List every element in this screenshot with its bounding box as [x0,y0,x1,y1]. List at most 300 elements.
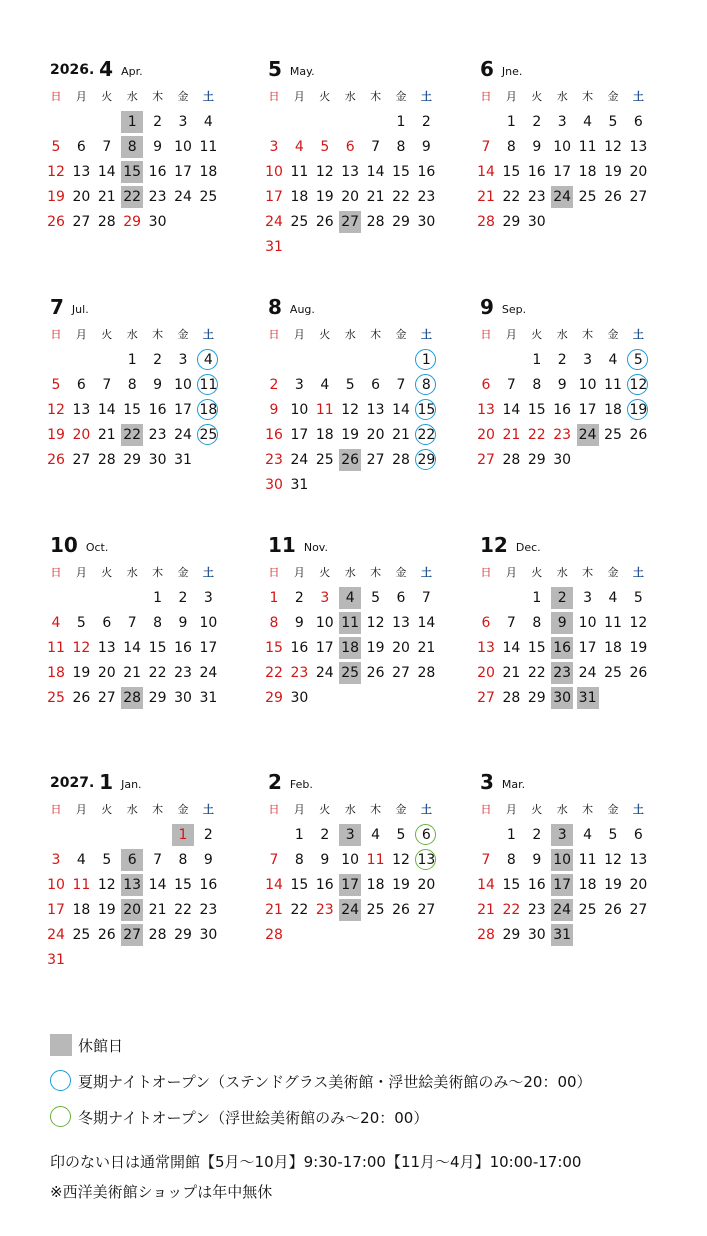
calendar-day: 10 [174,377,192,393]
calendar-day: 10 [550,850,574,870]
calendar-day: 17 [553,164,572,180]
calendar-day: 13 [629,139,648,155]
month-mar [477,770,680,990]
calendar-day: 7 [127,615,137,631]
month-title [480,57,522,81]
month-title [50,770,142,794]
calendar-day: 28 [392,452,410,468]
calendar-day: 27 [629,189,648,205]
calendar-day: 24 [174,189,192,205]
calendar-day: 20 [629,877,648,893]
calendar-day: 8 [414,375,438,395]
month-title [268,295,315,319]
weekday-header: 火 [531,566,543,579]
calendar-day: 30 [265,477,283,493]
year-label: 2026. [50,62,100,78]
calendar-day: 17 [265,189,283,205]
calendar-day: 21 [392,427,410,443]
calendar-day: 16 [550,638,574,658]
calendar-day: 8 [506,139,516,155]
month-apr [47,57,250,277]
calendar-day: 24 [199,665,218,681]
calendar-day: 28 [502,690,521,706]
weekday-header: 木 [582,566,594,579]
month-number: 2 [268,770,282,794]
calendar-day: 29 [148,690,167,706]
calendar-day: 2 [320,827,330,843]
calendar-day: 23 [174,665,192,681]
calendar-day: 25 [578,902,597,918]
calendar-day: 24 [265,214,283,230]
month-feb [265,770,468,990]
calendar-day: 24 [338,900,362,920]
calendar-day: 28 [97,452,116,468]
calendar-day: 23 [199,902,218,918]
calendar-day: 14 [97,402,116,418]
calendar-day: 15 [174,877,192,893]
calendar-day: 14 [148,877,167,893]
month-aug [265,295,468,515]
weekday-header: 月 [293,90,305,103]
calendar-day: 2 [421,114,431,130]
weekday-header: 日 [50,803,62,816]
weekday-header: 月 [75,328,87,341]
calendar-day: 14 [417,615,436,631]
calendar-day: 3 [320,590,330,606]
calendar-day: 17 [578,402,597,418]
blue-circle-icon [50,1070,71,1091]
calendar-day: 22 [502,189,521,205]
calendar-day: 20 [477,427,495,443]
calendar-day: 27 [417,902,436,918]
calendar-day: 30 [148,452,167,468]
year-label: 2027. [50,775,100,791]
calendar-day: 15 [527,402,546,418]
weekday-header: 火 [319,328,331,341]
weekday-header: 木 [152,328,164,341]
calendar-day: 1 [269,590,279,606]
calendar-day: 19 [626,400,650,420]
calendar-day: 12 [604,852,622,868]
month-number: 12 [480,533,508,557]
calendar-day: 12 [47,164,65,180]
calendar-day: 21 [97,189,116,205]
calendar-day: 29 [174,927,192,943]
calendar-day: 17 [47,902,65,918]
weekday-header: 木 [582,803,594,816]
calendar-day: 27 [72,452,91,468]
month-title [268,533,328,557]
calendar-day: 15 [502,877,521,893]
month-number: 8 [268,295,282,319]
calendar-day: 21 [97,427,116,443]
calendar-day: 29 [265,690,283,706]
calendar-day: 23 [553,427,572,443]
calendar-day: 26 [604,902,622,918]
calendar-day: 1 [414,350,438,370]
weekday-header: 木 [582,328,594,341]
month-english-name: May. [289,65,315,78]
calendar-day: 19 [341,427,360,443]
calendar-day: 19 [604,877,622,893]
calendar-day: 22 [392,189,410,205]
calendar-day: 27 [120,925,144,945]
calendar-day: 24 [290,452,309,468]
calendar-day: 5 [626,350,650,370]
legend-closed-label: 休館日 [78,1037,124,1055]
calendar-day: 25 [290,214,309,230]
calendar-day: 28 [148,927,167,943]
calendar-day: 5 [371,590,381,606]
weekday-header: 水 [126,566,138,579]
calendar-day: 24 [550,187,574,207]
calendar-day: 22 [502,902,521,918]
calendar-day: 11 [315,402,334,418]
calendar-day: 12 [315,164,334,180]
month-jul [47,295,250,515]
calendar-day: 19 [72,665,91,681]
calendar-day: 6 [396,590,406,606]
weekday-header: 火 [101,328,113,341]
weekday-header: 月 [75,90,87,103]
month-title [268,770,313,794]
calendar-day: 14 [366,164,385,180]
calendar-day: 30 [174,690,192,706]
calendar-day: 5 [320,139,330,155]
calendar-day: 4 [371,827,381,843]
calendar-day: 13 [477,640,495,656]
calendar-day: 11 [72,877,91,893]
weekday-header: 水 [344,328,356,341]
calendar-day: 16 [148,402,167,418]
month-title [50,533,108,557]
legend-summer-label: 夏期ナイトオープン（ステンドグラス美術館・浮世絵美術館のみ〜20：00） [78,1073,592,1091]
weekday-header: 火 [531,328,543,341]
weekday-header: 金 [177,803,189,816]
calendar-day: 20 [341,189,360,205]
calendar-day: 7 [396,377,406,393]
calendar-day: 27 [97,690,116,706]
calendar-day: 18 [199,164,218,180]
calendar-day: 19 [392,877,410,893]
calendar-day: 26 [47,452,65,468]
calendar-day: 26 [315,214,334,230]
calendar-day: 28 [502,452,521,468]
calendar-day: 31 [290,477,309,493]
weekday-header: 土 [632,328,644,341]
weekday-header: 金 [177,566,189,579]
calendar-day: 22 [120,187,144,207]
calendar-day: 8 [178,852,188,868]
calendar-day: 30 [550,688,574,708]
month-sep [477,295,680,515]
calendar-day: 16 [527,877,546,893]
weekday-header: 土 [420,803,432,816]
calendar-day: 14 [123,640,142,656]
calendar-day: 1 [506,827,516,843]
calendar-day: 28 [477,927,495,943]
calendar-day: 24 [550,900,574,920]
weekday-header: 木 [582,90,594,103]
calendar-day: 3 [294,377,304,393]
calendar-day: 9 [178,615,188,631]
calendar-day: 10 [47,877,65,893]
calendar-day: 7 [153,852,163,868]
calendar-day: 21 [477,902,495,918]
calendar-day: 30 [527,214,546,230]
calendar-day: 5 [51,139,61,155]
calendar-day: 6 [371,377,381,393]
calendar-day: 13 [120,875,144,895]
calendar-day: 23 [148,427,167,443]
calendar-day: 18 [290,189,309,205]
calendar-day: 13 [414,850,438,870]
calendar-day: 21 [417,640,436,656]
weekday-header: 火 [531,803,543,816]
weekday-header: 土 [202,90,214,103]
calendar-day: 20 [72,189,91,205]
calendar-day: 19 [604,164,622,180]
calendar-day: 4 [320,377,330,393]
month-english-name: Oct. [85,541,109,554]
weekday-header: 火 [101,803,113,816]
calendar-day: 18 [604,402,622,418]
calendar-day: 5 [396,827,406,843]
calendar-day: 14 [97,164,116,180]
weekday-header: 月 [505,328,517,341]
calendar-day: 9 [532,852,542,868]
calendar-day: 21 [366,189,385,205]
calendar-day: 3 [557,114,567,130]
calendar-day: 13 [629,852,648,868]
calendar-day: 7 [506,377,516,393]
calendar-day: 12 [604,139,622,155]
calendar-day: 4 [608,352,618,368]
month-oct [47,533,250,753]
calendar-day: 15 [502,164,521,180]
weekday-header: 日 [480,90,492,103]
calendar-day: 10 [290,402,309,418]
calendar-day: 29 [414,450,438,470]
calendar-day: 1 [294,827,304,843]
calendar-day: 29 [392,214,410,230]
calendar-day: 4 [294,139,304,155]
calendar-day: 30 [148,214,167,230]
calendar-day: 16 [199,877,218,893]
calendar-day: 5 [345,377,355,393]
month-number: 3 [480,770,494,794]
calendar-day: 15 [392,164,410,180]
calendar-day: 5 [102,852,112,868]
calendar-day: 8 [532,615,542,631]
calendar-day: 6 [414,825,438,845]
calendar-day: 12 [366,615,385,631]
calendar-day: 1 [127,352,137,368]
weekday-header: 水 [126,328,138,341]
month-title [268,57,315,81]
calendar-day: 29 [123,214,142,230]
calendar-day: 8 [127,377,137,393]
calendar-day: 25 [604,665,622,681]
calendar-day: 20 [120,900,144,920]
calendar-day: 9 [269,402,279,418]
weekday-header: 金 [607,90,619,103]
weekday-header: 木 [370,803,382,816]
calendar-day: 26 [97,927,116,943]
calendar-day: 17 [174,164,192,180]
weekday-header: 日 [50,90,62,103]
calendar-day: 20 [477,665,495,681]
calendar-day: 15 [290,877,309,893]
calendar-day: 11 [196,375,220,395]
calendar-day: 23 [315,902,334,918]
month-number: 1 [99,770,114,794]
calendar-day: 21 [265,902,283,918]
month-number: 11 [268,533,296,557]
calendar-day: 14 [477,877,495,893]
calendar-day: 4 [196,350,220,370]
weekday-header: 木 [370,328,382,341]
calendar-day: 5 [633,590,643,606]
calendar-day: 18 [72,902,91,918]
calendar-day: 19 [315,189,334,205]
calendar-day: 19 [47,189,65,205]
calendar-day: 12 [72,640,91,656]
calendar-day: 15 [148,640,167,656]
calendar-day: 5 [608,827,618,843]
weekday-header: 月 [293,328,305,341]
weekday-header: 金 [607,803,619,816]
calendar-day: 4 [583,114,593,130]
calendar-day: 28 [97,214,116,230]
calendar-day: 4 [608,590,618,606]
weekday-header: 月 [293,566,305,579]
calendar-day: 8 [269,615,279,631]
weekday-header: 火 [319,566,331,579]
shop-note: ※西洋美術館ショップは年中無休 [50,1183,273,1201]
calendar-day: 26 [338,450,362,470]
calendar-day: 9 [421,139,431,155]
weekday-header: 木 [152,566,164,579]
weekday-header: 月 [75,566,87,579]
calendar-day: 16 [174,640,192,656]
calendar-day: 1 [532,352,542,368]
weekday-header: 木 [152,90,164,103]
calendar-day: 3 [583,590,593,606]
weekday-header: 水 [556,566,568,579]
calendar-day: 28 [417,665,436,681]
month-english-name: Mar. [501,778,526,791]
calendar-day: 11 [47,640,65,656]
calendar-day: 29 [527,690,546,706]
calendar-day: 13 [392,615,410,631]
calendar-day: 12 [97,877,116,893]
calendar-day: 11 [604,377,622,393]
weekday-header: 水 [126,90,138,103]
calendar-day: 9 [294,615,304,631]
calendar-day: 31 [550,925,574,945]
calendar-day: 16 [290,640,309,656]
closed-swatch [50,1034,72,1056]
weekday-header: 木 [152,803,164,816]
calendar-day: 8 [120,137,144,157]
month-jan [47,770,250,990]
month-title [480,770,525,794]
month-number: 7 [50,295,64,319]
calendar-day: 11 [366,852,385,868]
calendar-day: 11 [604,615,622,631]
calendar-day: 15 [414,400,438,420]
calendar-day: 20 [417,877,436,893]
calendar-day: 10 [265,164,283,180]
weekday-header: 水 [556,328,568,341]
calendar-day: 28 [120,688,144,708]
calendar-day: 23 [527,189,546,205]
calendar-day: 19 [47,427,65,443]
weekday-header: 日 [480,803,492,816]
calendar-day: 26 [629,427,648,443]
calendar-day: 22 [414,425,438,445]
calendar-day: 4 [76,852,86,868]
calendar-day: 29 [527,452,546,468]
calendar-day: 13 [477,402,495,418]
calendar-day: 1 [153,590,163,606]
calendar-day: 7 [102,139,112,155]
calendar-day: 4 [203,114,213,130]
calendar-day: 25 [196,425,220,445]
calendar-day: 13 [97,640,116,656]
calendar-day: 23 [265,452,283,468]
calendar-day: 7 [269,852,279,868]
calendar-day: 21 [502,427,521,443]
calendar-day: 27 [338,212,362,232]
weekday-header: 土 [202,566,214,579]
calendar-day: 13 [72,402,91,418]
calendar-day: 14 [502,640,521,656]
calendar-day: 26 [366,665,385,681]
calendar-day: 16 [553,402,572,418]
calendar-day: 2 [269,377,279,393]
calendar-day: 18 [366,877,385,893]
calendar-day: 16 [315,877,334,893]
calendar-day: 15 [265,640,283,656]
calendar-day: 3 [583,352,593,368]
calendar-day: 2 [532,114,542,130]
calendar-day: 30 [199,927,218,943]
calendar-day: 17 [578,640,597,656]
calendar-day: 3 [269,139,279,155]
calendar-day: 27 [629,902,648,918]
calendar-day: 4 [583,827,593,843]
calendar-day: 17 [338,875,362,895]
calendar-day: 6 [102,615,112,631]
month-number: 5 [268,57,282,81]
calendar-day: 6 [76,377,86,393]
month-english-name: Jne. [501,65,523,78]
calendar-day: 10 [553,139,572,155]
weekday-header: 水 [344,566,356,579]
weekday-header: 月 [505,90,517,103]
calendar-day: 15 [527,640,546,656]
weekday-header: 火 [101,90,113,103]
calendar-day: 23 [290,665,309,681]
calendar-day: 31 [47,952,65,968]
calendar-day: 11 [290,164,309,180]
calendar-day: 10 [341,852,360,868]
calendar-day: 7 [506,615,516,631]
calendar-day: 3 [178,114,188,130]
calendar-day: 11 [578,852,597,868]
